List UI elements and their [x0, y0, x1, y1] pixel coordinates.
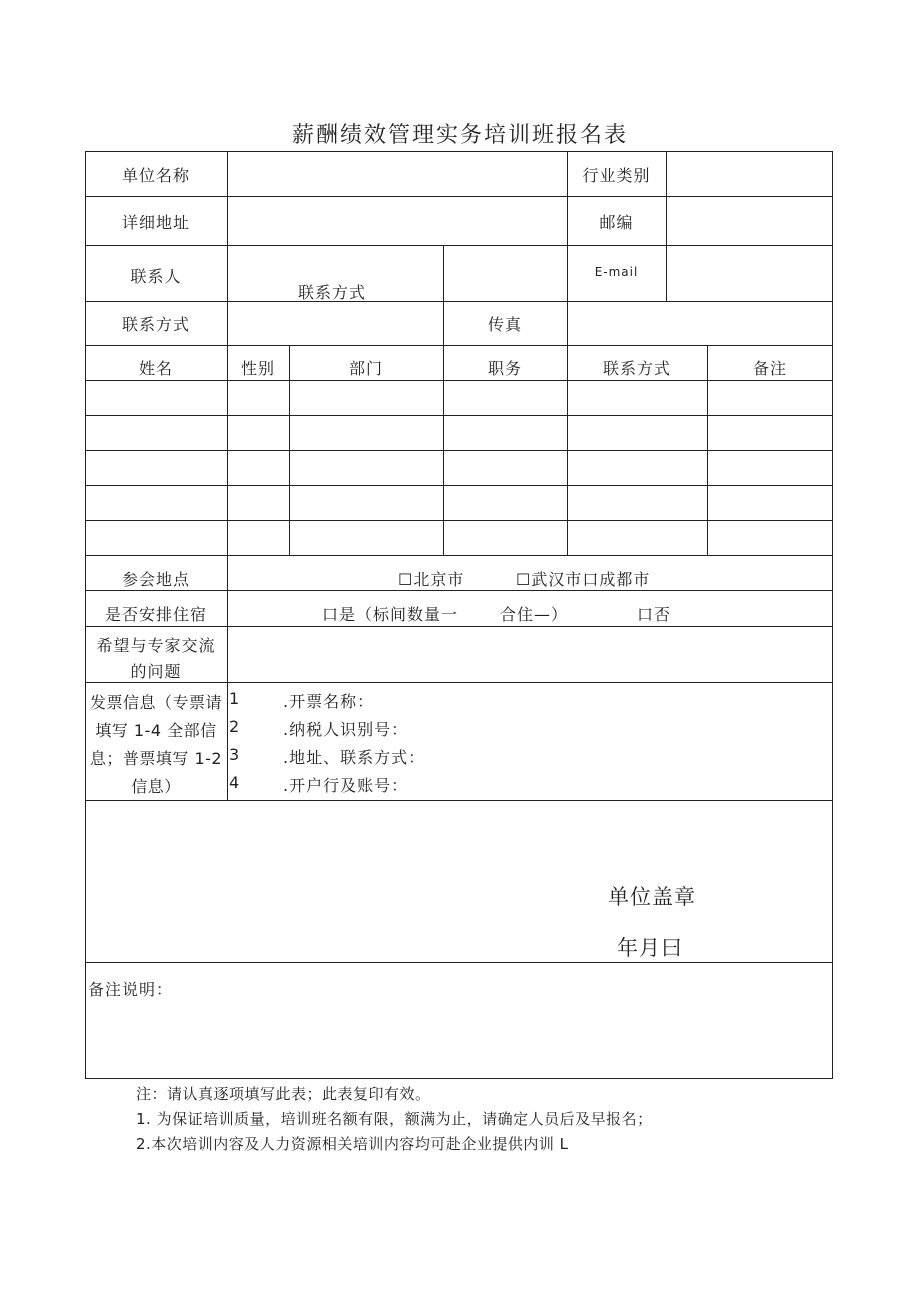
row-divider: [85, 345, 833, 346]
invoice-item-number: 3: [229, 745, 241, 764]
address-field[interactable]: [228, 197, 567, 245]
venue-option-wuhan-chengdu[interactable]: ☐武汉市口成都市: [516, 570, 651, 589]
venue-label: 参会地点: [121, 570, 190, 589]
contact-method-field[interactable]: [444, 246, 567, 301]
postcode-field[interactable]: [667, 197, 832, 245]
fax-label: 传真: [487, 315, 522, 334]
lodging-label: 是否安排住宿: [104, 605, 207, 624]
industry-label: 行业类别: [582, 166, 651, 185]
row-divider: [85, 682, 833, 683]
row-divider: [85, 590, 833, 591]
contact-method-value-field[interactable]: [228, 302, 443, 345]
industry-field[interactable]: [667, 152, 832, 196]
remarks-label: 备注说明：: [88, 980, 174, 999]
contact-method-label: 联系方式: [121, 315, 190, 334]
form-title: 薪酬绩效管理实务培训班报名表: [291, 123, 628, 148]
column-header-position: 职务: [487, 359, 522, 378]
seal-date-label: 年月曰: [617, 936, 683, 960]
row-divider: [85, 962, 833, 963]
column-header-remarks: 备注: [752, 359, 787, 378]
invoice-item-number: 2: [229, 717, 241, 736]
table-row[interactable]: [86, 381, 832, 415]
column-header-gender: 性别: [240, 359, 275, 378]
postcode-label: 邮编: [599, 213, 634, 232]
fax-field[interactable]: [568, 302, 832, 345]
invoice-item-label: .开户行及账号：: [283, 776, 409, 795]
lodging-shared-label: 合住—）: [500, 605, 569, 624]
email-field[interactable]: [667, 246, 832, 301]
venue-option-beijing[interactable]: ☐北京市: [398, 570, 465, 589]
address-label: 详细地址: [121, 213, 190, 232]
unit-seal-label: 单位盖章: [608, 885, 696, 909]
lodging-option-yes[interactable]: 口是（标间数量一: [322, 605, 459, 624]
note-line: 2.本次培训内容及人力资源相关培训内容均可赴企业提供内训 L: [136, 1135, 569, 1153]
table-row[interactable]: [86, 451, 832, 485]
email-label: E-mail: [594, 265, 639, 279]
invoice-item-label: .开票名称：: [283, 692, 375, 711]
row-divider: [85, 555, 833, 556]
invoice-item-label: .地址、联系方式：: [283, 748, 426, 767]
contact-method-inline-label: 联系方式: [298, 283, 367, 302]
invoice-label: 发票信息（专票请填写 1-4 全部信息；普票填写 1-2 信息）: [89, 693, 223, 796]
column-header-name: 姓名: [138, 359, 173, 378]
table-row[interactable]: [86, 521, 832, 555]
column-header-department: 部门: [348, 359, 383, 378]
lodging-option-no[interactable]: 口否: [637, 605, 672, 624]
note-line: 注：请认真逐项填写此表；此表复印有效。: [136, 1085, 431, 1103]
invoice-item-number: 4: [229, 773, 241, 792]
questions-label-line1: 希望与专家交流: [96, 636, 216, 655]
column-header-contact: 联系方式: [602, 359, 671, 378]
questions-field[interactable]: [228, 627, 832, 682]
contact-person-label: 联系人: [130, 267, 182, 286]
table-row[interactable]: [86, 416, 832, 450]
note-line: 1. 为保证培训质量，培训班名额有限，额满为止，请确定人员后及早报名；: [136, 1110, 653, 1128]
remarks-field[interactable]: [86, 998, 832, 1078]
table-row[interactable]: [86, 486, 832, 520]
invoice-item-number: 1: [229, 689, 241, 708]
unit-name-label: 单位名称: [121, 166, 190, 185]
questions-label-line2: 的问题: [130, 662, 182, 681]
invoice-item-label: .纳税人识别号：: [283, 720, 409, 739]
unit-name-field[interactable]: [228, 152, 567, 196]
